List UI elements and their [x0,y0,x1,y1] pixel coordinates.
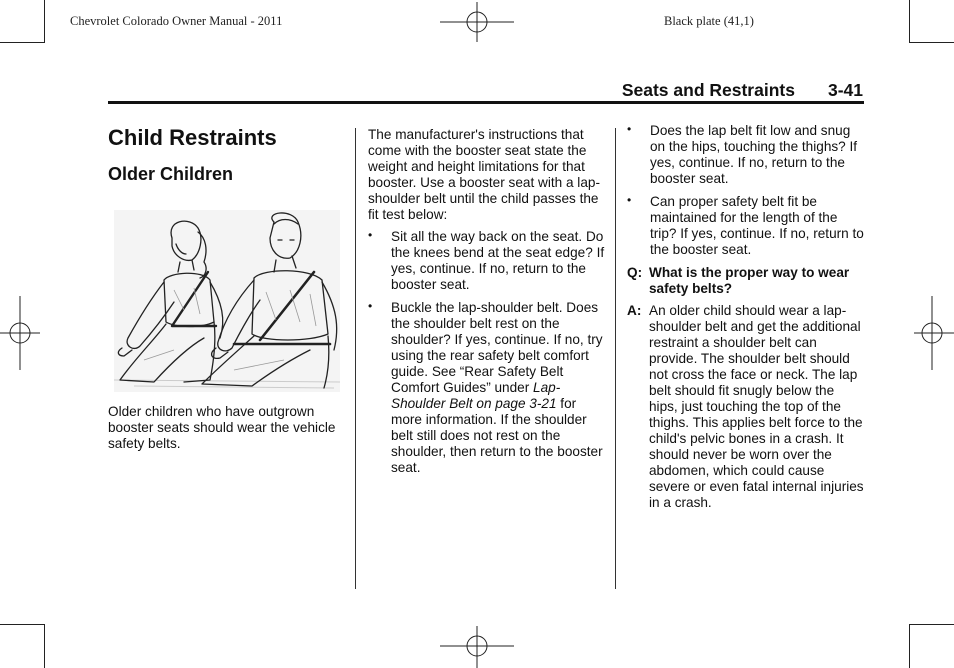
list-item [627,123,865,187]
page-title: Child Restraints [108,125,277,150]
list-item [368,300,606,476]
running-head [622,80,863,101]
section-name: Seats and Restraints [621,80,795,100]
question-label: Q: [627,265,643,280]
fit-test-list [368,229,606,476]
registration-mark-right-icon [912,296,954,372]
column-3 [627,123,865,511]
registration-mark-bottom-icon [440,626,516,668]
answer-text: An older child should wear a lap-shoulder belt and get the additional restraint a shoulder belt can provide. The shoulder belt should not cross the face or neck. The lap belt should fit snugly below the hips, just touching the top of the thighs. This applies belt force to the child's pelvic bones in a crash. It should never be worn over the abdomen, which could cause severe or even fatal internal injuries in a crash. [649,303,864,510]
illustration-caption: Older children who have outgrown booster seats should wear the vehicle safety belts. [108,404,336,451]
list-item-text: Can proper safety belt fit be maintained for the length of the trip? If yes, continue. If no, return to the booster seat. [650,194,864,257]
list-item-text: Does the lap belt fit low and snug on the hips, touching the thighs? If yes, continue. If no, return to the booster seat. [650,123,858,186]
page-number: 3-41 [827,80,863,100]
list-item [627,194,865,258]
section-subtitle: Older Children [108,164,234,184]
question-text: What is the proper way to wear safety belts? [649,265,850,296]
column-divider-2 [615,128,616,589]
registration-mark-left-icon [0,296,42,372]
bullet-icon: • [368,228,373,242]
bullet-icon: • [368,299,373,313]
header-rule [108,101,864,104]
column-divider-1 [355,128,356,589]
bullet-icon: • [627,193,632,207]
children-seated-with-safety-belts-illustration [114,210,340,392]
list-item-text: Buckle the lap-shoulder belt. Does the shoulder belt rest on the shoulder? If yes, continue. If no, try using the rear safety belt comfort guide. See “Rear Safety Belt Comfort Guides” under [391,300,603,395]
list-item-text-continued: for more information. If the shoulder belt still does not rest on the shoulder, then return to the booster seat. [391,396,603,475]
print-header-plate: Black plate (41,1) [664,14,754,28]
answer-label: A: [627,303,642,318]
intro-paragraph: The manufacturer's instructions that come with the booster seat state the weight and height limitations for that booster. Use a booster seat with a lap-shoulder belt until the child passes the fit test below: [368,127,600,222]
list-item-text: Sit all the way back on the seat. Do the knees bend at the seat edge? If yes, continue. If no, return to the booster seat. [391,229,605,292]
answer-block [627,303,865,511]
list-item [368,229,606,293]
registration-mark-top-icon [440,2,516,44]
column-2 [368,127,606,483]
fit-test-list-continued [627,123,865,258]
cross-reference-link[interactable]: Lap-Shoulder Belt on page 3-21 [391,380,561,411]
question-block [627,265,865,297]
print-header-title: Chevrolet Colorado Owner Manual - 2011 [70,14,283,28]
bullet-icon: • [627,122,632,136]
